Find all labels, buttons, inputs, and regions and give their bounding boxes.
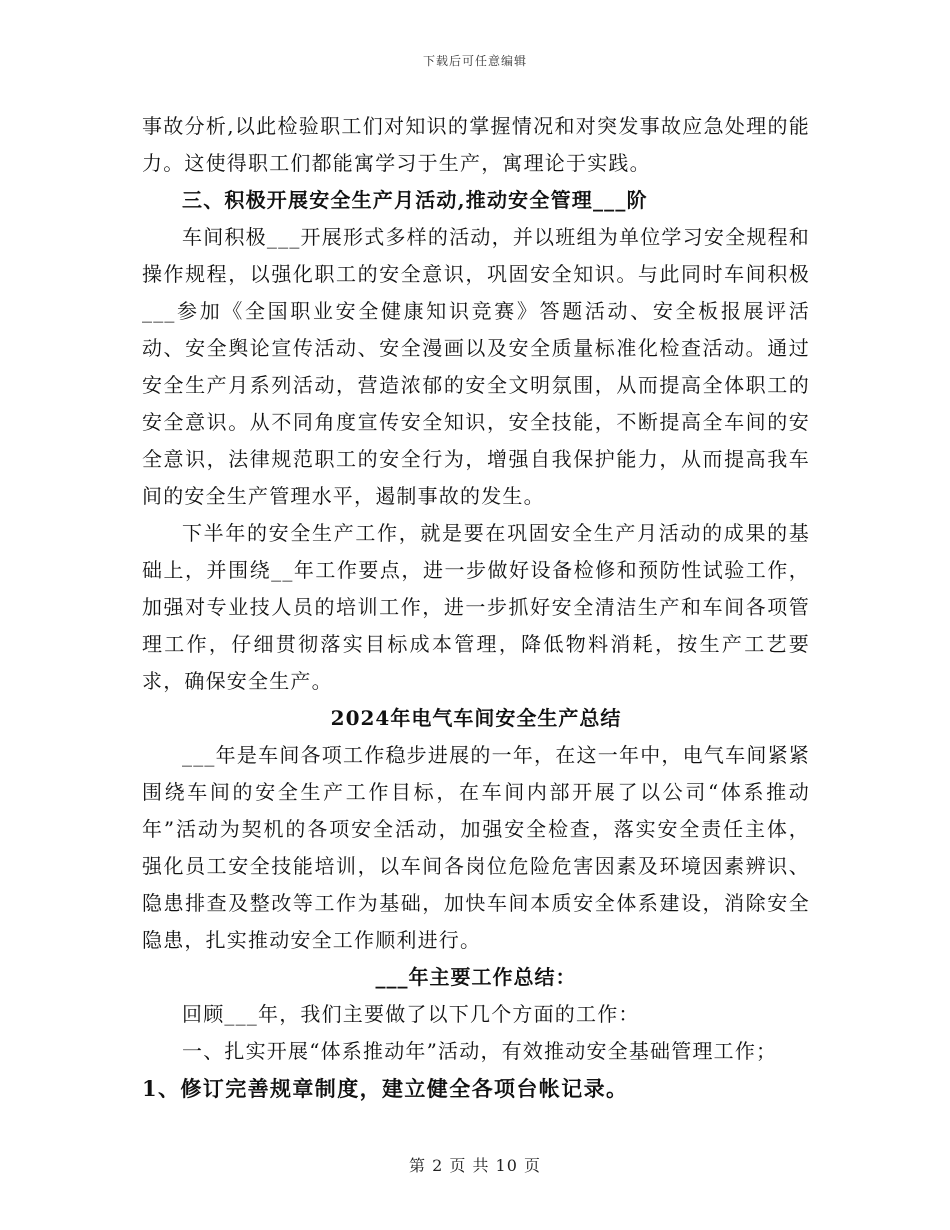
paragraph-workshop-activities: 车间积极___开展形式多样的活动，并以班组为单位学习安全规程和操作规程，以强化职工的安全意识，巩固安全知识。与此同时车间积极___参加《全国职业安全健康知识竞赛》答题活动、安全板报展评活动、安全舆论宣传活动、安全漫画以及安全质量标准化检查活动。通过安全生产月系列活动，营造浓郁的安全文明氛围，从而提高全体职工的安全意识。从不同角度宣传安全知识，安全技能，不断提高全车间的安全意识，法律规范职工的安全行为，增强自我保护能力，从而提高我车间的安全生产管理水平，遏制事故的发生。 [142,225,810,508]
bold-item-regulations: 1、修订完善规章制度，建立健全各项台帐记录。 [142,1076,629,1101]
paragraph-second-half-year: 下半年的安全生产工作，就是要在巩固安全生产月活动的成果的基础上，并围绕__年工作要点，进一步做好设备检修和预防性试验工作，加强对专业技人员的培训工作，进一步抓好安全清洁生产和车间各项管理工作，仔细贯彻落实目标成本管理，降低物料消耗，按生产工艺要求，确保安全生产。 [142,521,810,693]
document-body [142,108,810,1107]
section-heading-safety-month: 三、积极开展安全生产月活动,推动安全管理___阶 [182,188,648,212]
paragraph-item-one: 一、扎实开展“体系推动年”活动，有效推动安全基础管理工作； [182,1039,778,1063]
document-title-2024: 2024年电气车间安全生产总结 [330,706,622,730]
paragraph-accident-analysis: 事故分析,以此检验职工们对知识的掌握情况和对突发事故应急处理的能力。这使得职工们都能寓学习于生产，寓理论于实践。 [142,114,810,175]
paragraph-year-overview: ___年是车间各项工作稳步进展的一年，在这一年中，电气车间紧紧围绕车间的安全生产工作目标，在车间内部开展了以公司“体系推动年”活动为契机的各项安全活动，加强安全检查，落实安全责任主体，强化员工安全技能培训，以车间各岗位危险危害因素及环境因素辨识、隐患排查及整改等工作为基础，加快车间本质安全体系建设，消除安全隐患，扎实推动安全工作顺利进行。 [142,743,810,952]
header-note: 下载后可任意编辑 [422,54,527,68]
paragraph-review: 回顾___年，我们主要做了以下几个方面的工作： [182,1002,640,1026]
page-number-footer: 第 2 页 共 10 页 [409,1156,541,1175]
summary-title: ___年主要工作总结： [375,965,577,989]
